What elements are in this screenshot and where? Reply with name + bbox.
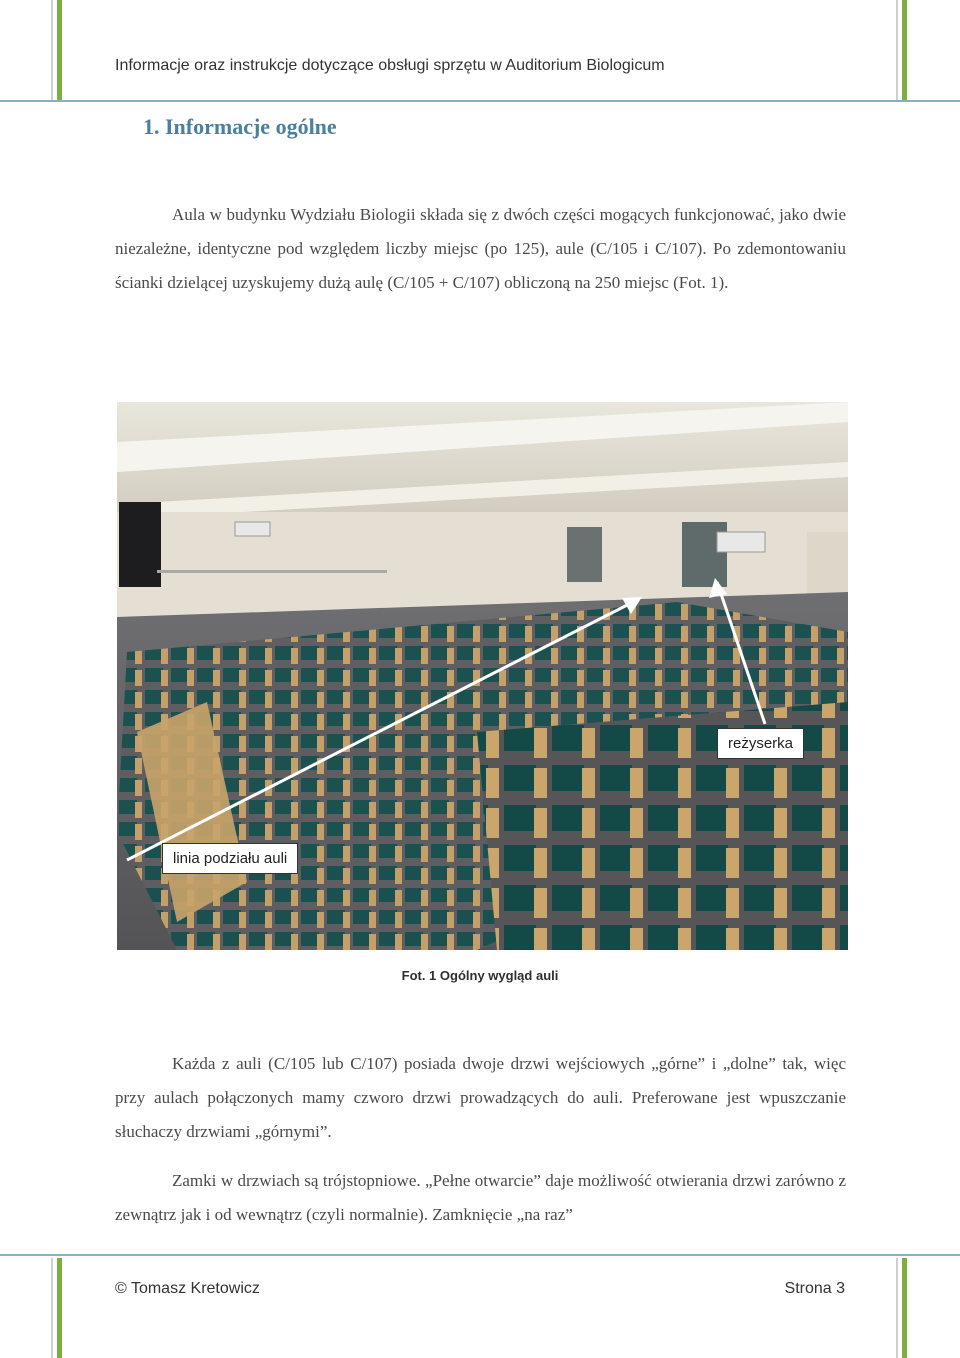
section-heading: 1. Informacje ogólne	[143, 114, 337, 139]
paragraph-2-text: Każda z auli (C/105 lub C/107) posiada dwoje drzwi wejściowych „górne” i „dolne” tak, więc przy aulach połączonych mamy czworo drzwi prowadzących do auli. Preferowane jest wpuszczanie słuchaczy drzwiami „górnymi”.	[115, 1054, 846, 1141]
label-linia-podzialu: linia podziału auli	[162, 843, 298, 874]
top-right-bar	[902, 0, 907, 100]
header-rule	[0, 100, 960, 102]
paragraph-3	[115, 1164, 846, 1232]
footer-author: © Tomasz Kretowicz	[115, 1280, 260, 1297]
footer-page-number: Strona 3	[784, 1280, 845, 1297]
footer-rule	[0, 1254, 960, 1256]
figure-caption: Fot. 1 Ogólny wygląd auli	[401, 968, 559, 983]
paragraph-1-text: Aula w budynku Wydziału Biologii składa się z dwóch części mogących funkcjonować, jako dwie niezależne, identyczne pod względem liczby miejsc (po 125), aule (C/105 i C/107). Po zdemontowaniu ścianki dzielącej uzyskujemy dużą aulę (C/105 + C/107) obliczoną na 250 miejsc (Fot. 1).	[115, 205, 846, 292]
bottom-left-bar	[57, 1258, 62, 1358]
paragraph-2	[115, 1047, 846, 1149]
label-rezyserka: reżyserka	[717, 728, 804, 759]
top-left-bar-line	[51, 0, 53, 100]
header-title: Informacje oraz instrukcje dotyczące obsługi sprzętu w Auditorium Biologicum	[115, 57, 665, 74]
top-right-bar-line	[896, 0, 898, 100]
paragraph-3-text: Zamki w drzwiach są trójstopniowe. „Pełne otwarcie” daje możliwość otwierania drzwi zarówno z zewnątrz jak i od wewnątrz (czyli normalnie). Zamknięcie „na raz”	[115, 1171, 846, 1224]
paragraph-1	[115, 198, 846, 300]
bottom-left-bar-line	[51, 1258, 53, 1358]
top-left-bar	[57, 0, 62, 100]
bottom-right-bar	[902, 1258, 907, 1358]
bottom-right-bar-line	[896, 1258, 898, 1358]
